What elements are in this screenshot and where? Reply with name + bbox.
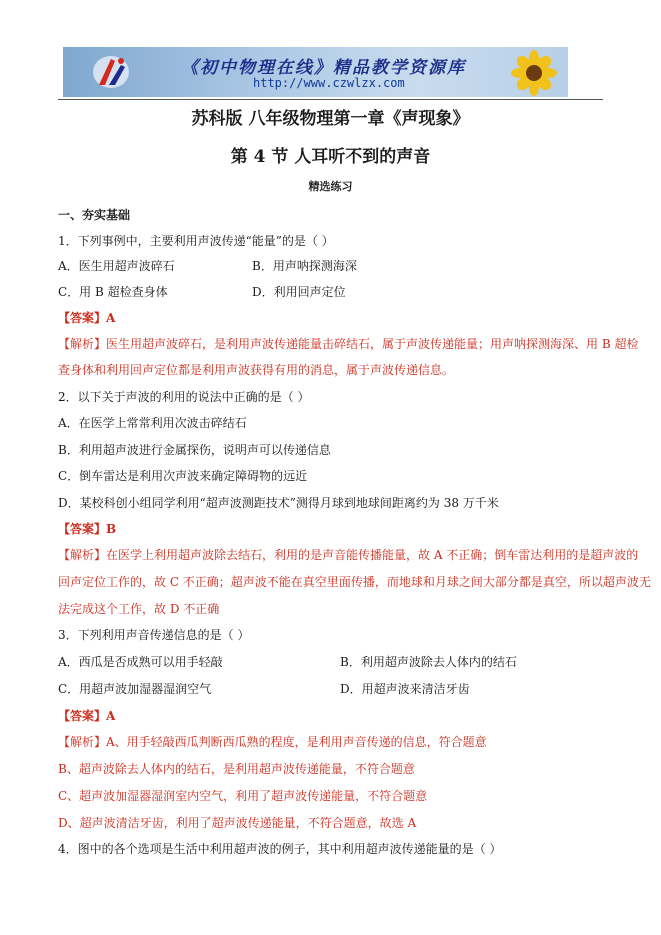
q1-analysis-line1: 【解析】医生用超声波碎石，是利用声波传递能量击碎结石，属于声波传递能量；用声呐探测海深、用 B 超检 xyxy=(58,337,639,351)
header-banner xyxy=(63,47,568,97)
q2-option-d: D．某校科创小组同学利用“超声波测距技术”测得月球到地球间距离约为 38 万千米 xyxy=(58,496,499,510)
q1-option-a: A．医生用超声波碎石 xyxy=(58,259,175,273)
site-logo xyxy=(91,53,131,91)
q2-option-a: A．在医学上常常利用次波击碎结石 xyxy=(58,416,247,430)
part-heading: 一、夯实基础 xyxy=(58,208,131,222)
q3-analysis-line2: B、超声波除去人体内的结石，是利用超声波传递能量，不符合题意 xyxy=(58,762,415,776)
q1-answer: 【答案】A xyxy=(58,311,116,325)
q2-stem: 2．以下关于声波的利用的说法中正确的是（ ） xyxy=(58,390,310,404)
q3-stem: 3．下列利用声音传递信息的是（ ） xyxy=(58,628,250,642)
q2-option-c: C．倒车雷达是利用次声波来确定障碍物的远近 xyxy=(58,469,308,483)
section-subtitle: 精选练习 xyxy=(308,180,353,193)
q1-stem: 1．下列事例中，主要利用声波传递“能量”的是（ ） xyxy=(58,234,334,248)
q3-analysis-line4: D、超声波清洁牙齿，利用了超声波传递能量，不符合题意，故选 A xyxy=(58,816,417,830)
q2-option-b: B．利用超声波进行金属探伤，说明声可以传递信息 xyxy=(58,443,331,457)
document-title: 苏科版 八年级物理第一章《声现象》 xyxy=(191,109,470,129)
q1-option-b: B．用声呐探测海深 xyxy=(252,259,357,273)
q3-option-c: C．用超声波加湿器湿润空气 xyxy=(58,682,212,696)
q2-analysis-line2: 回声定位工作的，故 C 不正确；超声波不能在真空里面传播，而地球和月球之间大部分都是真空，所以超声波无 xyxy=(58,575,651,589)
q3-option-d: D．用超声波来清洁牙齿 xyxy=(340,682,470,696)
banner-title: 《初中物理在线》精品教学资源库 xyxy=(181,58,466,78)
q1-analysis-line2: 查身体和利用回声定位都是利用声波获得有用的消息，属于声波传递信息。 xyxy=(58,363,455,377)
q2-analysis-line3: 法完成这个工作，故 D 不正确 xyxy=(58,602,220,616)
q3-analysis-line3: C、超声波加湿器湿润室内空气，利用了超声波传递能量，不符合题意 xyxy=(58,789,428,803)
banner-url: http://www.czwlzx.com xyxy=(253,76,405,90)
q1-option-d: D．利用回声定位 xyxy=(252,285,346,299)
q2-answer: 【答案】B xyxy=(58,522,117,536)
q2-analysis-line1: 【解析】在医学上利用超声波除去结石，利用的是声音能传播能量，故 A 不正确；倒车雷达利用的是超声波的 xyxy=(58,548,639,562)
q4-stem: 4．图中的各个选项是生活中利用超声波的例子，其中利用超声波传递能量的是（ ） xyxy=(58,842,502,856)
q1-option-c: C．用 B 超检查身体 xyxy=(58,285,168,299)
section-title: 第 4 节 人耳听不到的声音 xyxy=(230,147,431,167)
q3-option-a: A．西瓜是否成熟可以用手轻敲 xyxy=(58,655,223,669)
sunflower-icon xyxy=(504,49,564,97)
header-rule xyxy=(58,99,603,100)
q3-answer: 【答案】A xyxy=(58,709,116,723)
q3-analysis-line1: 【解析】A、用手轻敲西瓜判断西瓜熟的程度，是利用声音传递的信息，符合题意 xyxy=(58,735,487,749)
q3-option-b: B．利用超声波除去人体内的结石 xyxy=(340,655,517,669)
